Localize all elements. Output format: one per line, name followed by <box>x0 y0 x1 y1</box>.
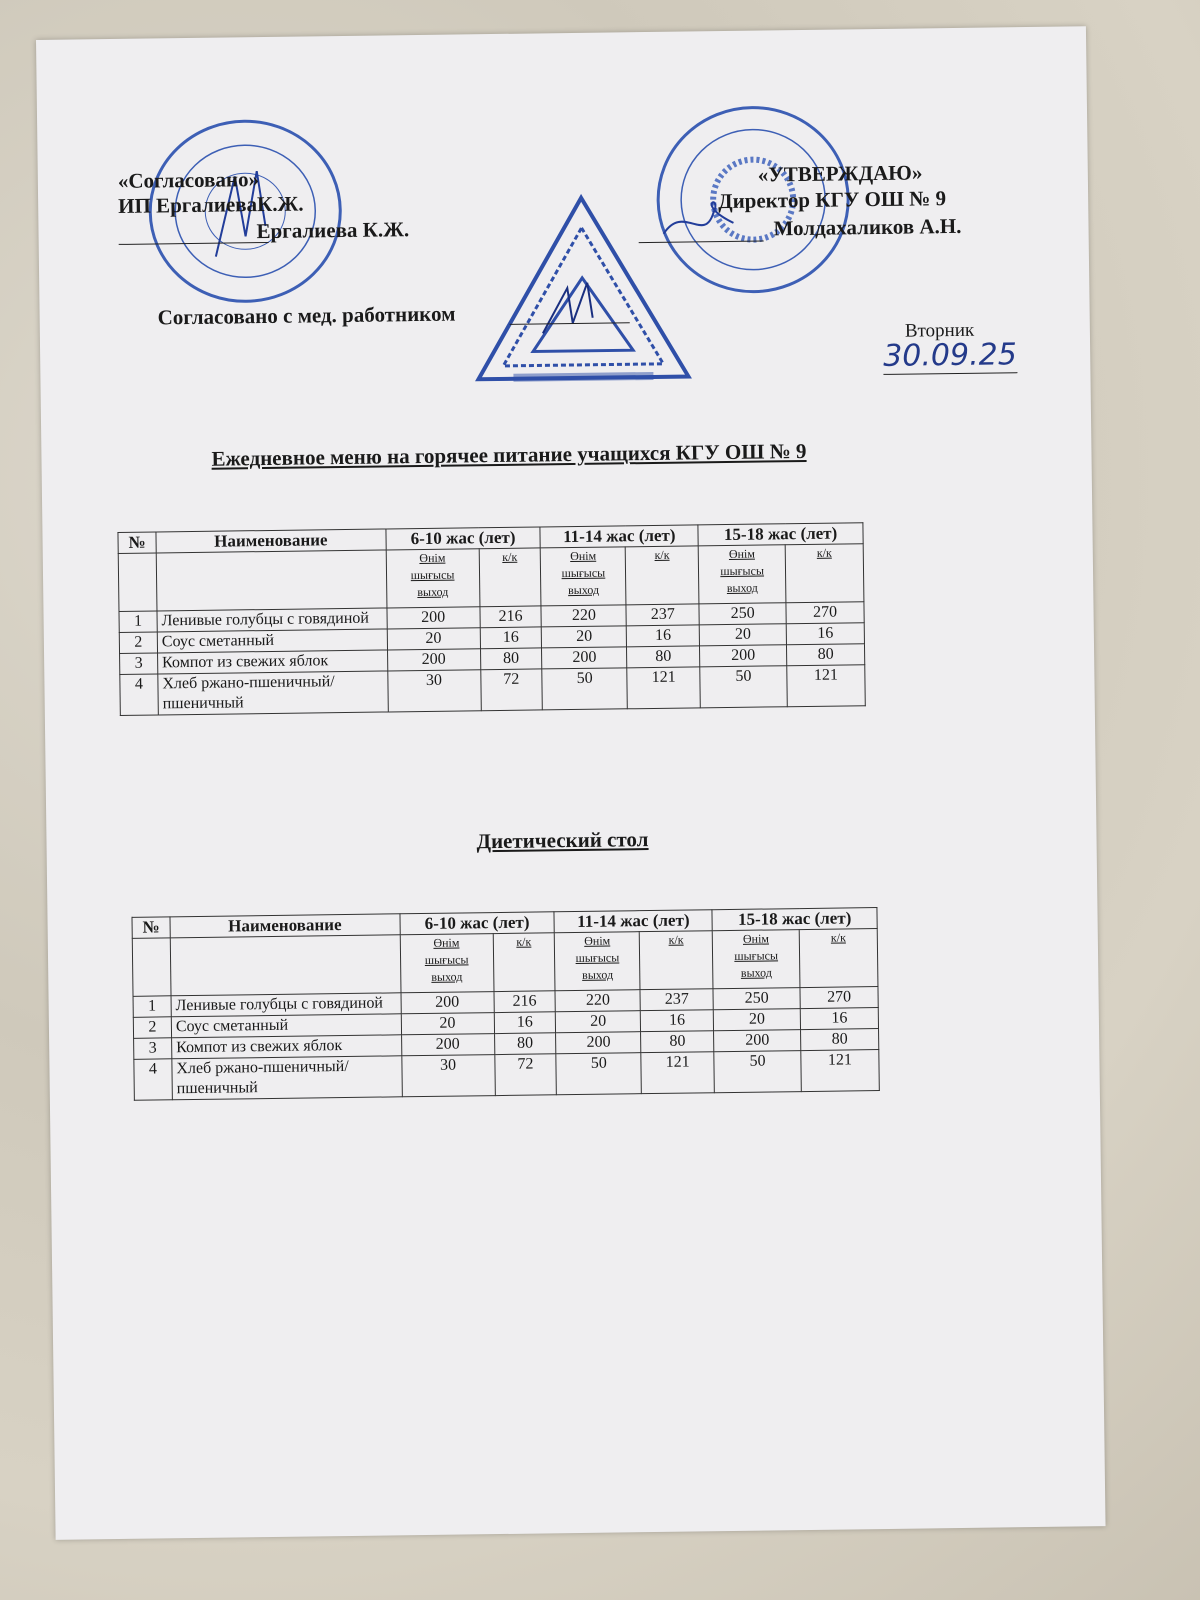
dish-name: Соус сметанный <box>171 1014 401 1038</box>
output-value: 50 <box>714 1051 801 1093</box>
col-number: № <box>118 532 156 553</box>
output-value: 200 <box>387 607 480 629</box>
row-number: 4 <box>134 1059 172 1100</box>
output-subheader-word: Өнім <box>570 548 597 564</box>
output-subheader-word: шығысы <box>410 567 455 583</box>
row-number: 3 <box>134 1038 172 1059</box>
kcal-value: 80 <box>641 1031 714 1053</box>
kcal-subheader: к/к <box>493 933 556 992</box>
col-age-6-10: 6-10 жас (лет) <box>400 912 555 935</box>
col-age-15-18: 15-18 жас (лет) <box>698 523 863 546</box>
kcal-subheader: к/к <box>479 548 542 607</box>
output-value: 20 <box>401 1013 494 1035</box>
col-age-6-10: 6-10 жас (лет) <box>386 527 541 550</box>
output-value: 20 <box>699 624 786 646</box>
output-subheader-word: шығысы <box>734 948 779 963</box>
menu-title: Ежедневное меню на горячее питание учащихся КГУ ОШ № 9 <box>211 438 807 471</box>
output-subheader-word: шығысы <box>575 950 620 966</box>
kcal-value: 80 <box>787 644 865 666</box>
document-page <box>36 26 1106 1540</box>
output-subheader <box>386 549 480 608</box>
output-value: 200 <box>714 1030 801 1052</box>
handwritten-date: 30.09.25 <box>882 337 1018 374</box>
col-age-11-14: 11-14 жас (лет) <box>540 525 698 548</box>
row-number: 4 <box>120 674 158 715</box>
col-name: Наименование <box>156 529 386 553</box>
output-subheader-word: Өнім <box>584 933 611 948</box>
dish-name: Соус сметанный <box>157 629 387 653</box>
dish-name: Компот из свежих яблок <box>157 650 387 674</box>
kcal-value: 16 <box>494 1012 556 1034</box>
dish-name: Ленивые голубцы с говядиной <box>157 608 387 632</box>
output-subheader-word: шығысы <box>424 952 469 967</box>
output-value: 20 <box>713 1009 800 1031</box>
dish-name: Хлеб ржано-пшеничный/пшеничный <box>172 1056 402 1100</box>
kcal-value: 16 <box>480 627 542 649</box>
output-value: 220 <box>555 990 640 1012</box>
agreed-label: «Согласовано» <box>117 167 260 193</box>
approve-position: Директор КГУ ОШ № 9 <box>718 186 947 214</box>
output-value: 200 <box>401 992 494 1014</box>
output-value: 250 <box>713 988 800 1010</box>
table-subheader-row <box>118 544 864 612</box>
kcal-value: 80 <box>627 646 700 668</box>
kcal-value: 16 <box>641 1010 714 1032</box>
output-value: 50 <box>542 668 627 710</box>
kcal-value: 237 <box>626 604 699 626</box>
kcal-value: 121 <box>627 667 700 709</box>
output-value: 20 <box>542 626 627 648</box>
kcal-subheader: к/к <box>640 931 714 990</box>
output-subheader <box>698 545 786 604</box>
menu-table <box>117 522 865 716</box>
output-value: 250 <box>699 603 786 625</box>
output-subheader-word: выход <box>582 967 614 982</box>
row-number: 3 <box>120 653 158 674</box>
agreed-org: ИП ЕргалиеваК.Ж. <box>118 191 304 218</box>
output-subheader-word: шығысы <box>720 563 765 579</box>
kcal-value: 80 <box>801 1029 879 1051</box>
row-number: 1 <box>119 611 157 632</box>
kcal-value: 16 <box>627 625 700 647</box>
output-subheader-word: выход <box>431 969 463 984</box>
output-subheader-word: выход <box>740 965 772 980</box>
output-value: 30 <box>401 1055 494 1097</box>
output-value: 30 <box>387 670 480 712</box>
kcal-value: 270 <box>786 602 864 624</box>
output-subheader-word: выход <box>726 580 758 596</box>
col-number: № <box>132 917 170 938</box>
output-subheader-word: выход <box>417 584 449 600</box>
output-subheader-word: выход <box>567 582 600 598</box>
row-number: 2 <box>119 632 157 653</box>
output-value: 50 <box>556 1053 641 1095</box>
kcal-value: 16 <box>786 623 864 645</box>
kcal-subheader: к/к <box>625 546 699 605</box>
row-number: 1 <box>133 996 171 1017</box>
output-subheader <box>541 547 627 606</box>
output-value: 20 <box>387 628 480 650</box>
row-number: 2 <box>133 1017 171 1038</box>
diet-table <box>131 907 879 1101</box>
col-name: Наименование <box>170 914 400 938</box>
output-value: 200 <box>700 645 787 667</box>
output-value: 200 <box>387 649 480 671</box>
output-subheader-word: Өнім <box>433 935 460 950</box>
col-age-15-18: 15-18 жас (лет) <box>712 908 877 931</box>
kcal-value: 121 <box>787 665 865 707</box>
diet-title: Диетический стол <box>476 827 649 854</box>
output-value: 200 <box>542 647 627 669</box>
kcal-value: 216 <box>479 606 541 628</box>
kcal-value: 270 <box>800 987 878 1009</box>
agreed-name: Ергалиева К.Ж. <box>256 217 410 244</box>
approve-name: Молдахаликов А.Н. <box>773 213 962 241</box>
kcal-value: 80 <box>480 648 542 670</box>
output-subheader-word: шығысы <box>561 565 606 581</box>
table-subheader-row <box>132 929 878 997</box>
output-value: 50 <box>700 666 787 708</box>
kcal-value: 216 <box>493 991 555 1013</box>
output-value: 220 <box>541 605 626 627</box>
output-value: 20 <box>556 1011 641 1033</box>
kcal-value: 121 <box>641 1052 714 1094</box>
output-value: 200 <box>556 1032 641 1054</box>
kcal-value: 72 <box>480 669 542 711</box>
output-subheader-word: Өнім <box>419 550 446 566</box>
output-value: 200 <box>401 1034 494 1056</box>
med-agreed: Согласовано с мед. работником <box>157 301 456 330</box>
col-age-11-14: 11-14 жас (лет) <box>554 910 712 933</box>
dish-name: Компот из свежих яблок <box>172 1035 402 1059</box>
kcal-value: 16 <box>800 1008 878 1030</box>
output-subheader <box>555 932 641 991</box>
kcal-value: 80 <box>494 1033 556 1055</box>
kcal-value: 237 <box>640 989 713 1011</box>
output-subheader <box>712 930 800 989</box>
kcal-subheader: к/к <box>785 544 864 603</box>
kcal-value: 72 <box>494 1054 556 1096</box>
triangle-stamp <box>471 191 694 389</box>
output-subheader <box>400 934 494 993</box>
dish-name: Хлеб ржано-пшеничный/пшеничный <box>158 671 388 715</box>
output-subheader-word: Өнім <box>728 546 756 561</box>
kcal-subheader: к/к <box>799 929 878 988</box>
output-subheader-word: Өнім <box>742 931 770 946</box>
approve-label: «УТВЕРЖДАЮ» <box>757 160 923 187</box>
dish-name: Ленивые голубцы с говядиной <box>171 993 401 1017</box>
weekday: Вторник <box>904 319 975 342</box>
kcal-value: 121 <box>801 1050 879 1092</box>
